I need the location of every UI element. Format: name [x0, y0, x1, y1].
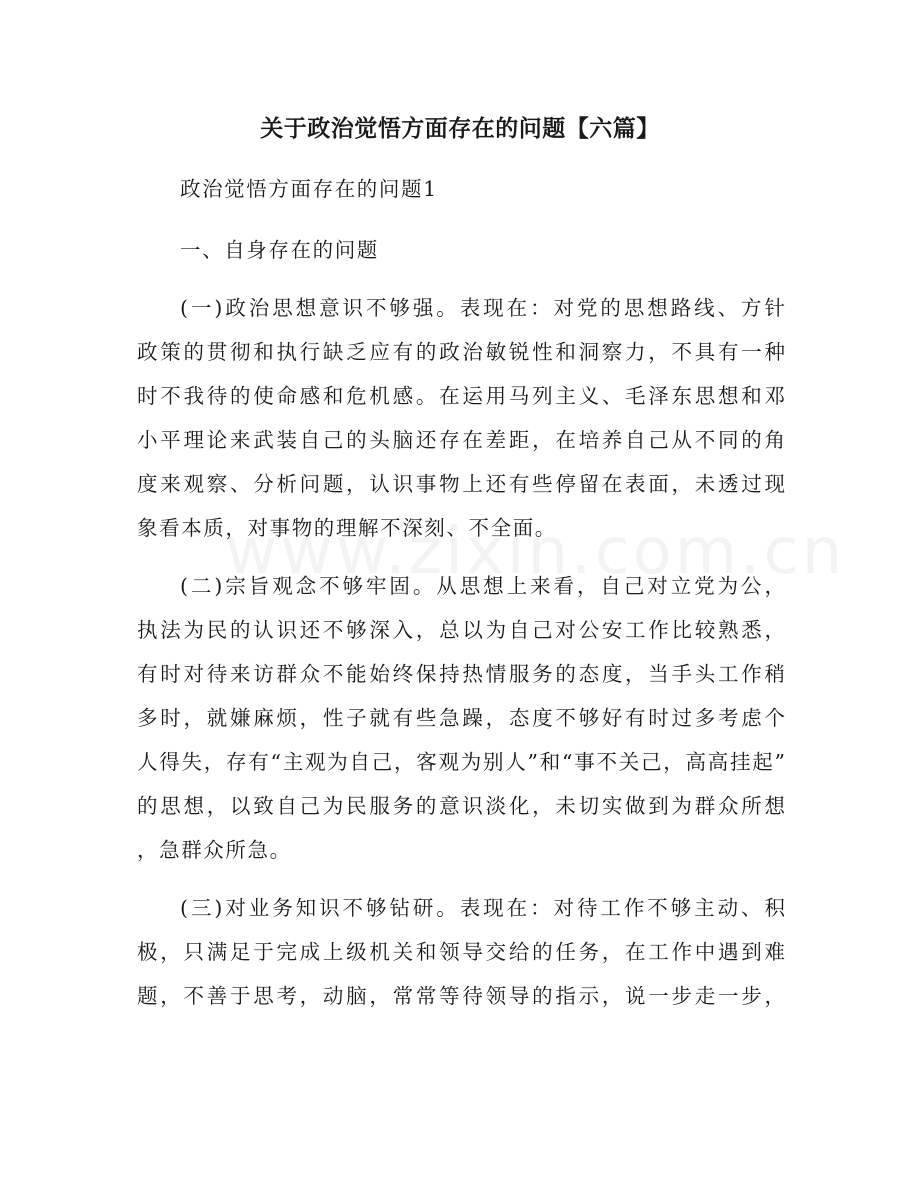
paragraph-1-line: 政策的贯彻和执行缺乏应有的政治敏锐性和洞察力，不具有一种 [137, 340, 785, 364]
paragraph-3-line: 极，只满足于完成上级机关和领导交给的任务，在工作中遇到难 [137, 940, 785, 964]
paragraph-2-line: (二)宗旨观念不够牢固。从思想上来看，自己对立党为公， [180, 574, 785, 598]
paragraph-2-line: 多时，就嫌麻烦，性子就有些急躁，态度不够好有时过多考虑个 [137, 706, 785, 730]
paragraph-1-line: 小平理论来武装自己的头脑还存在差距，在培养自己从不同的角 [137, 428, 785, 452]
paragraph-2-line: 人得失，存有“主观为自己，客观为别人”和“事不关己，高高挂起” [137, 750, 785, 774]
paragraph-2-line: 的思想，以致自己为民服务的意识淡化，未切实做到为群众所想 [137, 794, 785, 818]
paragraph-2-line: 执法为民的认识还不够深入，总以为自己对公安工作比较熟悉， [137, 618, 785, 642]
paragraph-1-line: 时不我待的使命感和危机感。在运用马列主义、毛泽东思想和邓 [137, 384, 785, 408]
paragraph-1-line: 度来观察、分析问题，认识事物上还有些停留在表面，未透过现 [137, 472, 785, 496]
document-heading: 政治觉悟方面存在的问题1 [180, 177, 438, 201]
section-heading: 一、自身存在的问题 [180, 238, 379, 262]
paragraph-3-line: 题，不善于思考，动脑，常常等待领导的指示，说一步走一步， [137, 984, 785, 1008]
document-title: 关于政治觉悟方面存在的问题【六篇】 [260, 115, 660, 142]
paragraph-1-line: (一)政治思想意识不够强。表现在：对党的思想路线、方针 [180, 296, 785, 320]
paragraph-2-line: 有时对待来访群众不能始终保持热情服务的态度，当手头工作稍 [137, 662, 785, 686]
paragraph-3-line: (三)对业务知识不够钻研。表现在：对待工作不够主动、积 [180, 896, 785, 920]
paragraph-2-line: ，急群众所急。 [137, 838, 292, 862]
paragraph-1-line: 象看本质，对事物的理解不深刻、不全面。 [137, 516, 557, 540]
